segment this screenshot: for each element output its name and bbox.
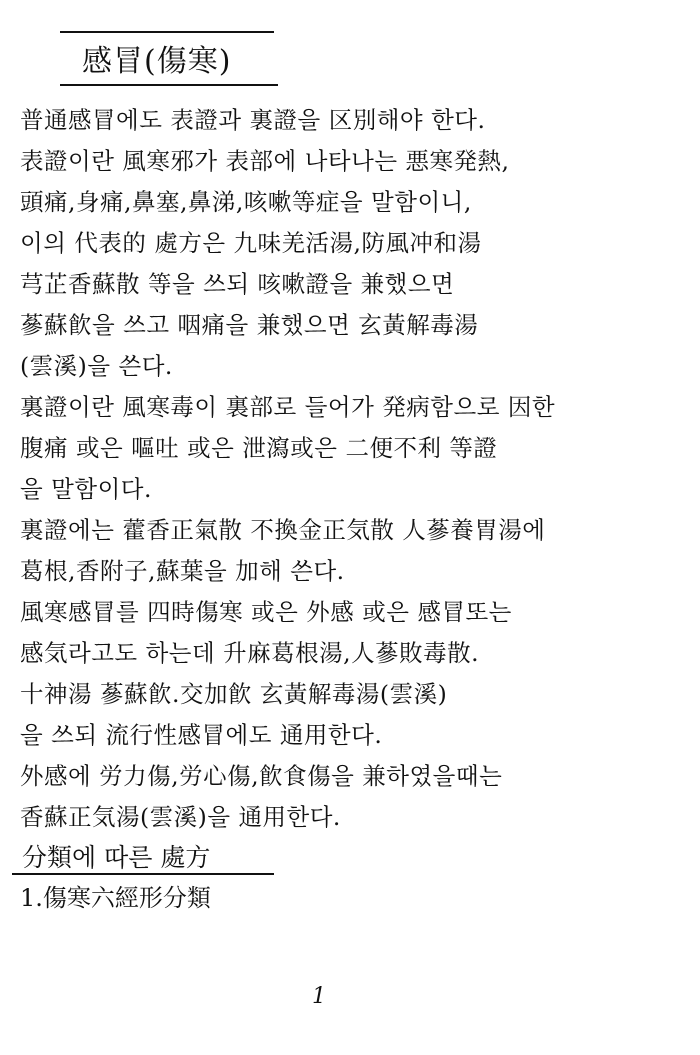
text-line: 을 말함이다.: [20, 475, 152, 503]
text-line: 腹痛 或은 嘔吐 或은 泄瀉或은 二便不利 等證: [20, 434, 498, 462]
text-line: 頭痛,身痛,鼻塞,鼻涕,咳嗽等症을 말함이니,: [20, 188, 472, 216]
section-heading: 分類에 따른 處方: [22, 843, 211, 872]
text-line: 裏證에는 藿香正氣散 不換金正気散 人蔘養胃湯에: [20, 516, 546, 544]
text-line: 香蘇正気湯(雲溪)을 通用한다.: [20, 803, 341, 831]
text-line: 이의 代表的 處方은 九味羌活湯,防風冲和湯: [20, 229, 482, 257]
page-number: 1: [312, 984, 326, 1009]
text-line: 普通感冒에도 表證과 裏證을 区別해야 한다.: [20, 106, 486, 134]
section-underline: [12, 873, 274, 875]
text-line: 裏證이란 風寒毒이 裏部로 들어가 発病함으로 因한: [20, 393, 556, 421]
text-line: 表證이란 風寒邪가 表部에 나타나는 悪寒発熱,: [20, 147, 510, 175]
subsection-heading: 1.傷寒六經形分類: [20, 884, 211, 912]
title-top-rule: [60, 31, 274, 33]
text-line: 風寒感冒를 四時傷寒 或은 外感 或은 感冒또는: [20, 598, 512, 626]
text-line: 蔘蘇飮을 쓰고 咽痛을 兼했으면 玄黃解毒湯: [20, 311, 479, 339]
text-line: 芎芷香蘇散 等을 쓰되 咳嗽證을 兼했으면: [20, 270, 455, 298]
text-line: 葛根,香附子,蘇葉을 加해 쓴다.: [20, 557, 345, 585]
text-line: 外感에 労力傷,労心傷,飮食傷을 兼하였을때는: [20, 762, 503, 790]
title-underline: [60, 84, 278, 86]
text-line: 을 쓰되 流行性感冒에도 通用한다.: [20, 721, 383, 749]
page-title: 感冒(傷寒): [82, 44, 232, 79]
text-line: 十神湯 蔘蘇飮.交加飮 玄黃解毒湯(雲溪): [20, 680, 448, 708]
body-text: [20, 100, 690, 838]
text-line: (雲溪)을 쓴다.: [20, 352, 173, 380]
text-line: 感気라고도 하는데 升麻葛根湯,人蔘敗毒散.: [20, 639, 480, 667]
